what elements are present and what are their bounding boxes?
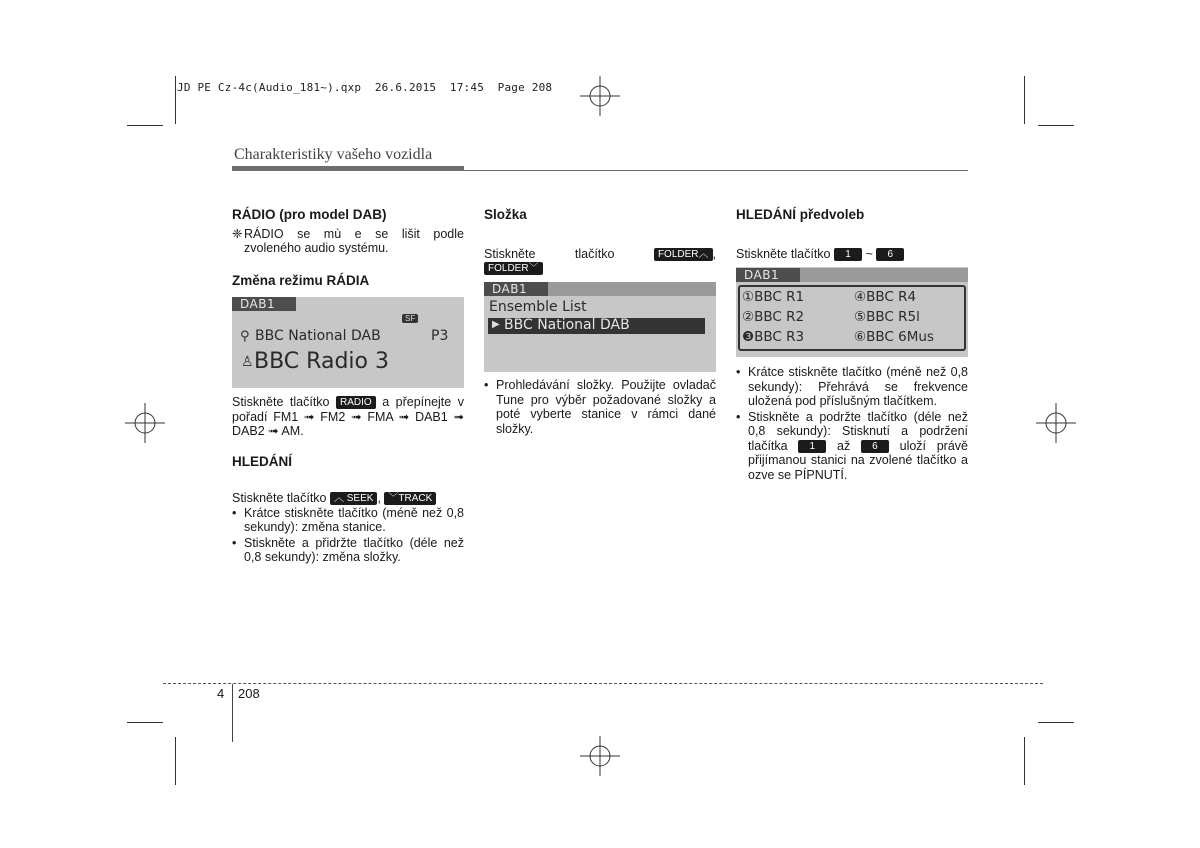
- display-tab: DAB1: [736, 268, 800, 282]
- track-button: ﹀TRACK: [384, 492, 436, 505]
- footer-divider: [232, 684, 233, 742]
- tab-strip: [800, 268, 968, 282]
- section-heading: HLEDÁNÍ předvoleb: [736, 207, 865, 222]
- crop-mark: [127, 722, 163, 723]
- registration-mark-icon: [125, 403, 165, 443]
- preset-item: ①BBC R1: [742, 289, 805, 305]
- print-slug: JD PE Cz-4c(Audio_181~).qxp 26.6.2015 17:45 Page 208: [177, 81, 553, 94]
- registration-mark-icon: [580, 76, 620, 116]
- play-arrow-icon: ▶: [492, 319, 500, 330]
- crop-mark: [1038, 125, 1074, 126]
- note-symbol-icon: ❈: [232, 226, 243, 241]
- tab-strip: [548, 282, 716, 296]
- footer-rule: [163, 683, 1043, 684]
- preset-1-button: 1: [798, 440, 826, 453]
- display-tab: DAB1: [484, 282, 548, 296]
- preset-6-button: 6: [876, 248, 904, 261]
- list-item: • Krátce stiskněte tlačítko (méně než 0,8 sekundy): Přehrává se frekvence uložená pod příslušným tlačítkem.: [736, 365, 968, 409]
- column-2: [484, 208, 716, 276]
- header-rule: [464, 170, 968, 171]
- section-heading: RÁDIO (pro model DAB): [232, 207, 387, 222]
- program-icon: ♙: [241, 354, 254, 370]
- antenna-icon: ⚲: [240, 329, 250, 344]
- seek-text: Stiskněte tlačítko ︿ SEEK , ﹀TRACK: [232, 491, 464, 506]
- preset-item: ②BBC R2: [742, 309, 805, 325]
- section-heading: Složka: [484, 207, 527, 222]
- list-item: • Stiskněte a přidržte tlačítko (déle než 0,8 sekundy): změna složky.: [232, 536, 464, 565]
- page-number: 208: [238, 686, 260, 701]
- list-title: Ensemble List: [489, 299, 587, 315]
- header-rule: [232, 166, 464, 171]
- preset-6-button: 6: [861, 440, 889, 453]
- radio-button: RADIO: [336, 396, 376, 409]
- display-tab: DAB1: [232, 297, 296, 311]
- crop-mark: [1024, 76, 1025, 124]
- column-2-lower: [484, 378, 716, 436]
- folder-text-line2: [484, 261, 716, 276]
- preset-item: ❸BBC R3: [742, 329, 805, 345]
- sf-badge: SF: [402, 314, 418, 323]
- chevron-down-icon: ﹀: [388, 493, 399, 504]
- preset-grid: [738, 285, 966, 351]
- selected-station: BBC National DAB: [504, 317, 630, 333]
- preset-item: ⑤BBC R5l: [854, 309, 920, 325]
- folder-text: Stiskněte tlačítko FOLDER︿ ,: [484, 246, 716, 261]
- crop-mark: [175, 76, 176, 124]
- registration-mark-icon: [580, 736, 620, 776]
- preset-number: P3: [431, 328, 449, 344]
- selected-list-item: [488, 318, 705, 334]
- chevron-up-icon: ︿: [333, 493, 344, 504]
- page-header-title: Charakteristiky vašeho vozidla: [234, 146, 433, 163]
- folder-display: [484, 282, 716, 372]
- crop-mark: [175, 737, 176, 785]
- chapter-number: 4: [217, 686, 225, 701]
- registration-mark-icon: [1036, 403, 1076, 443]
- list-item: • Krátce stiskněte tlačítko (méně než 0,8 sekundy): změna stanice.: [232, 506, 464, 535]
- crop-mark: [1038, 722, 1074, 723]
- note-text: RÁDIO se mù e se lišit podle zvoleného audio systému.: [244, 226, 464, 255]
- section-heading: HLEDÁNÍ: [232, 453, 292, 469]
- preset-item: ⑥BBC 6Mus: [854, 329, 934, 345]
- radio-mode-text: Stiskněte tlačítko RADIO a přepínejte v pořadí FM1 ➟ FM2 ➟ FMA ➟ DAB1 ➟ DAB2 ➟ AM.: [232, 395, 464, 438]
- folder-up-button: FOLDER︿: [654, 248, 713, 261]
- program-name: BBC Radio 3: [254, 349, 389, 374]
- crop-mark: [127, 125, 163, 126]
- column-1-lower: [232, 395, 464, 565]
- list-item: • Stiskněte a podržte tlačítko (déle než 0,8 sekundy): Stisknutí a podržení tlačítka 1 až 6 uloží právě přijímanou stanici na zvolené tlačítko a ozve se PÍPNUTÍ.: [736, 410, 968, 483]
- preset-item: ④BBC R4: [854, 289, 917, 305]
- column-3-lower: [736, 365, 968, 482]
- seek-button: ︿ SEEK: [330, 492, 377, 505]
- list-item: • Prohledávání složky. Použijte ovladač Tune pro výběr požadované složky a poté vyberte stanice v rámci dané složky.: [484, 378, 716, 436]
- preset-display: [736, 267, 968, 357]
- radio-display: [232, 297, 464, 388]
- chevron-up-icon: ︿: [698, 248, 709, 260]
- column-1: [232, 208, 464, 288]
- preset-search-text: Stiskněte tlačítko 1 ~ 6: [736, 247, 968, 262]
- column-3: [736, 208, 968, 261]
- preset-1-button: 1: [834, 248, 862, 261]
- subsection-heading: Změna režimu RÁDIA: [232, 272, 370, 288]
- folder-down-button: FOLDER﹀: [484, 262, 543, 275]
- note: [232, 227, 464, 256]
- crop-mark: [1024, 737, 1025, 785]
- chevron-down-icon: ﹀: [528, 263, 539, 274]
- station-name: BBC National DAB: [255, 328, 381, 344]
